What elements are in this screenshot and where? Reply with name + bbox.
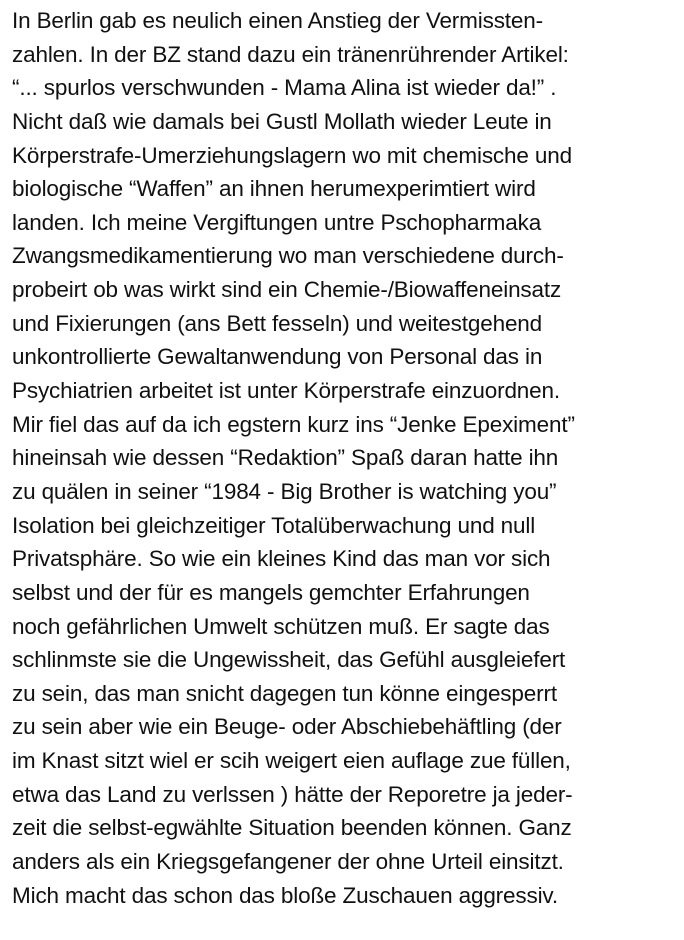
- text-line: landen. Ich meine Vergiftungen untre Pschopharmaka: [12, 209, 542, 235]
- text-line: zahlen. In der BZ stand dazu ein tränenrührender Artikel:: [12, 41, 569, 67]
- text-line: Privatsphäre. So wie ein kleines Kind das man vor sich: [12, 546, 551, 572]
- text-line: unkontrollierte Gewaltanwendung von Personal das in: [12, 344, 543, 370]
- text-line: In Berlin gab es neulich einen Anstieg der Vermissten-: [12, 8, 543, 33]
- body-text: [12, 4, 680, 912]
- text-line: Mir fiel das auf da ich egstern kurz ins “Jenke Epeximent”: [12, 411, 575, 437]
- text-line: Psychiatrien arbeitet ist unter Körperstrafe einzuordnen.: [12, 378, 560, 404]
- text-line: zu sein aber wie ein Beuge- oder Abschiebehäftling (der: [12, 714, 562, 740]
- text-line: noch gefährlichen Umwelt schützen muß. Er sagte das: [12, 613, 550, 639]
- text-line: zeit die selbst-egwählte Situation beenden können. Ganz: [12, 815, 572, 841]
- text-line: biologische “Waffen” an ihnen herumexperimtiert wird: [12, 176, 536, 202]
- text-line: “... spurlos verschwunden - Mama Alina ist wieder da!” .: [12, 75, 557, 101]
- text-line: Isolation bei gleichzeitiger Totalüberwachung und null: [12, 512, 536, 538]
- text-line: hineinsah wie dessen “Redaktion” Spaß daran hatte ihn: [12, 445, 559, 471]
- text-line: Zwangsmedikamentierung wo man verschiedene durch-: [12, 243, 564, 269]
- text-line: etwa das Land zu verlssen ) hätte der Reporetre ja jeder-: [12, 781, 573, 807]
- text-line: und Fixierungen (ans Bett fesseln) und weitestgehend: [12, 310, 543, 336]
- text-line: selbst und der für es mangels gemchter Erfahrungen: [12, 579, 530, 605]
- text-line: Körperstrafe-Umerziehungslagern wo mit chemische und: [12, 142, 572, 168]
- text-line: im Knast sitzt wiel er scih weigert eien auflage zue füllen,: [12, 748, 571, 774]
- text-line: anders als ein Kriegsgefangener der ohne Urteil einsitzt.: [12, 849, 564, 875]
- text-line: Mich macht das schon das bloße Zuschauen aggressiv.: [12, 882, 558, 908]
- text-line: zu quälen in seiner “1984 - Big Brother is watching you”: [12, 478, 557, 504]
- text-line: schlinmste sie die Ungewissheit, das Gefühl ausgleiefert: [12, 647, 566, 673]
- text-line: Nicht daß wie damals bei Gustl Mollath wieder Leute in: [12, 108, 552, 134]
- text-line: zu sein, das man snicht dagegen tun könne eingesperrt: [12, 680, 557, 706]
- text-line: probeirt ob was wirkt sind ein Chemie-/Biowaffeneinsatz: [12, 277, 562, 303]
